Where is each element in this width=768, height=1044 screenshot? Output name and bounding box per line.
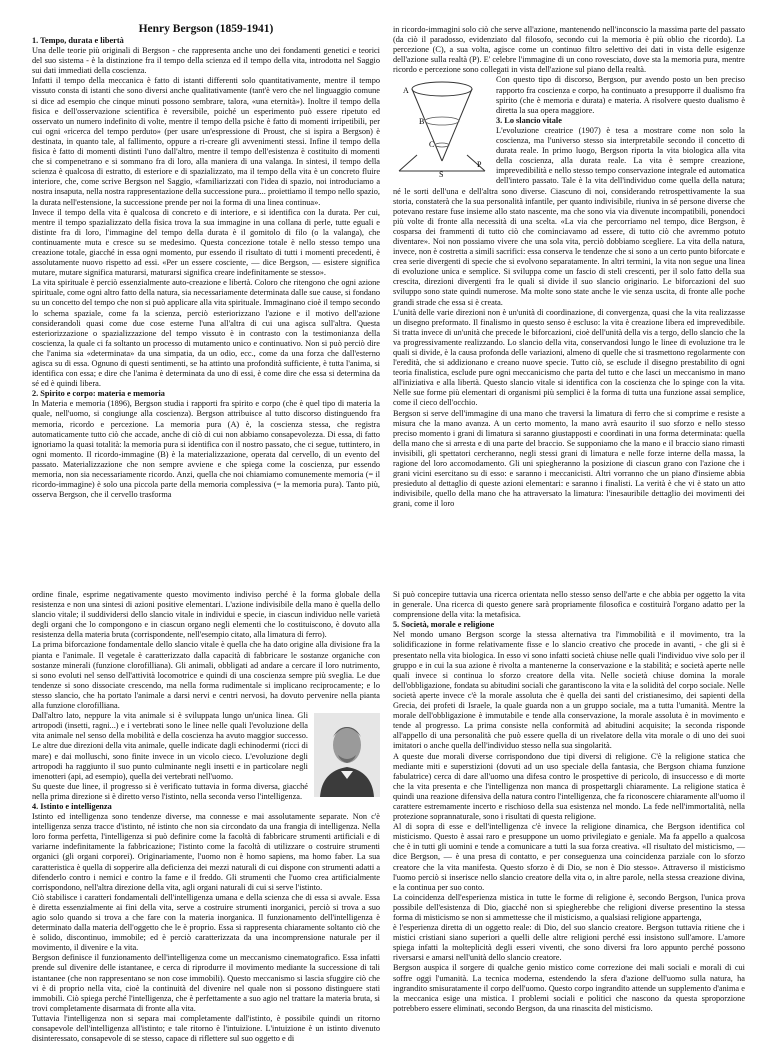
paragraph: Ciò stabilisce i caratteri fondamentali dell'intelligenza umana e della scienza che di essa si avvale. Essa è diretta essenzialmente ai fini della vita, serve a costruire strumenti inorganici, perciò si trova a suo agio solo quando si trova a che fare con la materia inorganica. Il funzionamento dell'intelligenza è determinato dalla materia dell'oggetto che le è proprio. Essa si rappresenta chiaramente soltanto ciò che è solido, discontinuo, immobile; ed è perciò caratterizzata da una incomprensione naturale per il movimento, il divenire e la vita. bbox=[32, 892, 380, 953]
paragraph: La vita spirituale è perciò essenzialmente auto-creazione e libertà. Coloro che ritengono che ogni azione spirituale, come ogni altro fatto della natura, sia necessariamente determinata dalle sue cause, si fondano su un concetto del tempo che non si può applicare alla vita spirituale. Immaginano cioè il tempo secondo lo schema spaziale, come fa la scienza, perciò esteriorizzano l'azione e il motivo dell'azione considerandoli quasi come due cose esterne l'una all'altra di cui una agisca sull'altra. Questa esteriorizzazione o spazializzazione del tempo vissuto è in contrasto con la testimonianza della coscienza, la quale ci fa soltanto un processo di mutamento unico e continuativo. Non si può perciò dire che l'anima sia «determinata» da una simpatia, da un odio, ecc., come da una forza che dall'esterno agisca su di essa. Ognuno di questi sentimenti, se ha attinto una profondità sufficiente, è tutta l'anima, si identifica con essa; e dire che l'anima è determinata da uno di essi, è come dire che essa si determina da sé ed è quindi libera. bbox=[32, 278, 380, 389]
section-heading-4: 4. Istinto e intelligenza bbox=[32, 801, 112, 811]
paragraph: L'unità delle varie direzioni non è un'unità di coordinazione, di convergenza, quasi che la vita realizzasse un disegno preformato. Il finalismo in questo senso è escluso: la vita è creazione libera ed imprevedibile. Si tratta invece di un'unità che precede le biforcazioni, cioè dell'unità della vis a tergo, dello slancio che la va progressivamente realizzando. Lo slancio della vita, conservandosi lungo le linee di evoluzione tra le quali si divide, è la causa profonda delle variazioni, almeno di quelle che si trasmettono regolarmente con l'eredità, che si addizionano e creano nuove specie. Tutto ciò, se esclude il disegno prestabilito di ogni teoria finalistica, esclude pure ogni meccanicismo che parta del tutto e che lasci un meccanismo in mano all'iniziativa e alla libertà. Questo slancio vitale si identifica con la coscienza che lo spinge con la vita. Nelle sue forme più elementari di organismi più semplici è la forma di tutta una funzione assai semplice, come il cieco dell'occhio. bbox=[393, 307, 745, 408]
cone-label-a: A bbox=[403, 86, 409, 96]
paragraph: Con questo tipo di discorso, Bergson, pur avendo posto un ben preciso rapporto fra coscienza e corpo, ha continuato a presupporre il dualismo fra spirito (che è memoria e durata) e materia. A risolvere questo dualismo è diretta la sua opera maggiore. bbox=[496, 75, 745, 115]
paragraph: Una delle teorie più originali di Bergson - che rappresenta anche uno dei fondamenti genetici e teorici del suo sistema - è la distinzione fra il tempo della scienza ed il tempo della vita, introdotta nel Saggio sui dati immediati della coscienza. bbox=[32, 46, 380, 76]
cone-label-c: C bbox=[429, 140, 435, 150]
column-top-right bbox=[393, 25, 745, 573]
paragraph: Bergson auspica il sorgere di qualche genio mistico come correzione dei mali sociali e morali di cui soffre oggi l'umanità. La tecnica moderna, estendendo la sfera d'azione dell'uomo sulla natura, ha ingrandito smisuratamente il corpo dell'uomo. Questo corpo ingrandito attende un supplemento d'anima e la meccanica esige una mistica. I problemi sociali e politici che nascono da questa sproporzione potrebbero essere eliminati, secondo Bergson, da una rinascita del misticismo. bbox=[393, 963, 745, 1013]
paragraph: La prima biforcazione fondamentale dello slancio vitale è quella che ha dato origine alla divisione fra la pianta e l'animale. Il vegetale è caratterizzato dalla capacità di fabbricare le sostanze organiche con sostanze minerali (funzione clorofilliana). Gli animali, obbligati ad andare a cercare il loro nutrimento, si sono evoluti nel senso dell'attività locomotrice e quindi di una coscienza sempre più sveglia. Le due tendenze si sono dissociate crescendo, ma nella forma rudimentale si implicano reciprocamente; e lo stesso slancio, che ha portato l'animale a darsi nervi e centri nervosi, ha dovuto pervenire nella pianta alla funzione clorofilliana. bbox=[32, 640, 380, 711]
section-heading-3: 3. Lo slancio vitale bbox=[496, 115, 562, 125]
paragraph: A queste due morali diverse corrispondono due tipi diversi di religione. C'è la religione statica che mediante miti e superstizioni (dovuti ad un uso speciale della fantasia, che Bergson chiama funzione fabulatrice) cerca di dare all'uomo una difesa contro le prospettive di pericolo, di insuccesso e di morte che la vita presenta e che l'intelligenza non manca di prospettargli chiaramente. La religione statica è quindi una reazione difensiva della natura contro l'intelligenza, che fa riconoscere chiaramente all'uomo il carattere estremamente incerto e rischioso della sua esistenza nel mondo. La fede nell'immortalità, nella protezione soprannaturale, sono i risultati di questa religione. bbox=[393, 751, 745, 822]
paragraph: La coincidenza dell'esperienza mistica in tutte le forme di religione è, secondo Bergson, l'unica prova possibile dell'esistenza di Dio, giacché non si spiegherebbe che religioni diverse presentino la stessa forma di misticismo se non si ammettesse che il misticismo, a qualsiasi religione appartenga, bbox=[393, 892, 745, 922]
memory-cone-diagram bbox=[393, 75, 491, 179]
bergson-portrait bbox=[314, 713, 380, 797]
column-bottom-left bbox=[32, 590, 380, 1044]
paragraph: Invece il tempo della vita è qualcosa di concreto e di interiore, e si identifica con la durata. Per cui, mentre il tempo spazializzato della fisica trova la sua immagine in una collana di perle, tutte eguali e distinte fra di loro, l'immagine del tempo della durata è il gomitolo di filo (o la valanga), che continuamente muta e cresce su se medesimo. Questa concezione totale è nello stesso tempo una creazione totale, giacché in essa ogni momento, pur essendo il risultato di tutti i momenti precedenti, è assolutamente nuovo rispetto ad essi. «Per un essere cosciente, — dice Bergson, — esistere significa mutare, mutare significa maturarsi, maturarsi significa creare indefinitamente se stesso». bbox=[32, 207, 380, 278]
paragraph: Nel mondo umano Bergson scorge la stessa alternativa tra l'immobilità e il movimento, tra la solidificazione in forme relativamente fisse e lo slancio creativo che procede in avanti, - che gli si è presentato nella vita biologica. In esso vi sono infatti società chiuse nelle quali l'individuo vive solo per il gruppo e in cui la sua azione è rivolta a mantenerne la conservazione e la stabilità; e società aperte nelle quali invece si continua lo sforzo creatore della vita. Nelle società chiuse domina la morale dell'obbligazione, fondata su abitudini sociali che garantiscono la vita e la solidità del corpo sociale. Nelle società aperte invece c'è la morale assoluta che è quella dei santi del cristianesimo, dei sapienti della Grecia, dei profeti di Israele, la quale guarda non a un gruppo sociale, ma a tutta l'umanità. Mentre la morale dell'obbligazione è immutabile e tende alla conservazione, la morale assoluta è in movimento e tende al progresso. La prima consiste nella conformità ad abitudini acquisite; la seconda risponde all'appello di una personalità che può essere quella di un rivelatore della vita morale o di uno dei suoi imitatori o anche quella dell'individuo stesso nella sua singolarità. bbox=[393, 630, 745, 751]
paragraph: Bergson definisce il funzionamento dell'intelligenza come un meccanismo cinematografico. Essa infatti prende sul divenire delle istantanee, e cerca di riprodurre il movimento mediante la successione di tali istantanee (che non rappresentano se non cose immobili). Questo meccanismo si lascia sfuggire ciò che vi è di proprio nella vita, cioè la continuità del divenire nel quale non si possono distinguere stati immobili. Ciò spiega perché l'intelligenza, che è perfettamente a suo agio nel trattare la materia bruta, si trovi completamente disarmata di fronte alla vita. bbox=[32, 953, 380, 1013]
section-heading-5: 5. Società, morale e religione bbox=[393, 620, 495, 630]
column-bottom-right bbox=[393, 590, 745, 1020]
cone-label-b: B bbox=[419, 117, 425, 127]
section-heading-1: 1. Tempo, durata e libertà bbox=[32, 36, 124, 45]
paragraph: Dall'altro lato, neppure la vita animale si è sviluppata lungo un'unica linea. Gli artropodi (insetti, ragni...) e i vertebrati sono le linee nelle quali l'evoluzione della vita animale nel senso della mobilità e della coscienza ha avuto maggior successo. Le altre due direzioni della vita animale, quelle indicate dagli echinodermi (ricci di mare) e dai molluschi, sono finite invece in un vicolo cieco. L'evoluzione degli artropodi ha raggiunto il suo punto culminante negli insetti e in particolare negli imenotteri (api, ad esempio), quella dei vertebrati nell'uomo. bbox=[32, 711, 308, 781]
portrait-icon bbox=[314, 713, 380, 797]
paragraph: è l'esperienza diretta di un oggetto reale: di Dio, del suo slancio creatore. Bergson tuttavia ritiene che i mistici cristiani siano superiori a quelli delle altre religioni perché essi insistono sull'amore. L'amore spiega infatti la molteplicità degli esseri viventi, che sono diversi fra loro appunto perché possono riversarsi e amarsi nell'unità dello slancio creatore. bbox=[393, 923, 745, 963]
paragraph: Bergson si serve dell'immagine di una mano che traversi la limatura di ferro che si comprime e resiste a misura che la mano avanza. A un certo momento, la mano avrà esaurito il suo sforzo e nello stesso preciso momento i grani di limatura si saranno giustapposti e coordinati in una forma determinata: quella della mano che si arresta e di una parte del braccio. Se supponiamo che la mano e il braccio siano rimasti invisibili, gli spettatori cercheranno, negli stessi grani di limatura e nelle forze interne della massa, la ragione del loro accomodamento. Gli uni spiegheranno la posizione di ciascun grano con l'azione che i grani vicini esercitano su di esso: e saranno i meccanicisti. Altri vorranno che un piano d'insieme abbia presieduto al dettaglio di queste azioni elementari: e saranno i finalisti. La verità è che vi è stato un atto indivisibile, quello della mano che ha attraversato la limatura: l'inesauribile dettaglio dei movimenti dei grani, come il loro bbox=[393, 408, 745, 509]
paragraph: Su queste due linee, il progresso si è verificato tuttavia in forma diversa, giacché nella prima direzione si è diretto verso l'istinto, nella seconda verso l'intelligenza. bbox=[32, 781, 308, 801]
cone-label-s: S bbox=[439, 170, 444, 180]
paragraph: ordine finale, esprime negativamente questo movimento indiviso perché è la forma globale della resistenza e non una sintesi di azioni positive elementari. L'azione indivisibile della mano è quella dello slancio vitale; il suddividersi dello slancio vitale in individui e specie, in ciascun individuo nelle varietà degli organi che lo compongono e in ciascun organo negli elementi che lo costituiscono, è dovuto alla resistenza della materia bruta (corrispondente, nell'esempio citato, alla limatura di ferro). bbox=[32, 590, 380, 640]
cone-label-p: P bbox=[477, 160, 482, 170]
paragraph: Si può concepire tuttavia una ricerca orientata nello stesso senso dell'arte e che abbia per oggetto la vita in generale. Una ricerca di questo genere sarà propriamente filosofica e costituirà l'organo adatto per la comprensione della vita: la metafisica. bbox=[393, 590, 745, 620]
paragraph: L'evoluzione creatrice (1907) è tesa a mostrare come non solo la coscienza, ma l'universo stesso sia interpretabile secondo il concetto di durata reale. In primo luogo, Bergson riporta la vita biologica alla vita della coscienza, alla durata reale. La vita è sempre creazione, imprevedibilità e nello stesso tempo conservazione integrale ed automatica dell'intero passato. Tale è la vita dell'individuo come quella della natura; né le sorti dell'una e dell'altra sono diverse. Ciascuno di noi, considerando retrospettivamente la sua storia, constaterà che la sua personalità infantile, per quanto indivisibile, riuniva in sé persone diverse che potevano restare fuse insieme allo stato nascente, ma che sono via via divenute incompatibili, ponendoci più volte di fronte alla necessità di una scelta. «La via che percorriamo nel tempo, dice Bergson, è cosparsa dei frammenti di tutto ciò che cominciavamo ad essere, di tutto ciò che avremmo potuto diventare». Noi non possiamo vivere che una sola vita, perciò dobbiamo scegliere. La vita della natura, invece, non è costretta a simili sacrifici: essa conserva le tendenze che si sono a un certo punto biforcate e crea serie divergenti di specie che si evolvono separatamente. In altri termini, la vita non segue una linea di evoluzione unica e semplice. Si sviluppa come un fascio di steli crescenti, per il solo fatto della sua crescita, direzioni divergenti fra le quali si divide il suo slancio originario. Le biforcazioni del suo sviluppo sono state quindi numerose. Ma molte sono state anche le vie senza uscita, di fronte alle poche grandi strade che essa si è creata. bbox=[393, 125, 745, 307]
paragraph: in ricordo-immagini solo ciò che serve all'azione, mantenendo nell'inconscio la massima parte del passato (da ciò il paradosso, evidenziato dal filosofo, secondo cui la memoria è più oblio che ricordo). La percezione (C), a sua volta, agisce come un continuo filtro selettivo dei dati in vista delle esigenze dell'azione sulla realtà (P). E' celebre l'immagine di un cono rovesciato, dove sta la memoria pura, mentre ricordo e percezione sono collegati in vista dell'azione sul piano della realtà. bbox=[393, 25, 745, 75]
paragraph: Infatti il tempo della meccanica è fatto di istanti differenti solo quantitativamente, mentre il tempo vissuto consta di istanti che sono diversi anche qualitativamente (tant'è vero che nel linguaggio comune si dice ad esempio che cinque minuti possono sembrare, talora, «una eternità»). Inoltre il tempo della fisica e dell'osservazione scientifica è reversibile, poiché un esperimento può essere ripetuto ed osservato un numero indefinito di volte, mentre il tempo della psiche è fatto di momenti irripetibili, per cui ogni «ricerca del tempo perduto» (per usare un'espressione di Proust, che si ispira a Bergson) è destinata, in quanto tale, al fallimento, oppure a ri-creare gli avvenimenti stessi. Infine il tempo della fisica è fatto di momenti distinti l'uno dall'altro, mentre il tempo dell'esistenza è costituito di momenti che si compenetrano e si sommano fra di loro, alla maniera di una valanga. In sintesi, il tempo della scienza è qualcosa di estratto, di esteriore e di spazializzato, ma il tempo della vita è un concreto fluire interiore, che, come scrive Bergson nel Saggio, «familiarizzati con l'idea di spazio, noi introduciamo a nostra insaputa, nella nostra rappresentazione della successione pura... proiettiamo il tempo nello spazio, la durata nell'estensione, la successione prende per noi la forma di una linea continua». bbox=[32, 76, 380, 207]
page-title: Henry Bergson (1859-1941) bbox=[138, 23, 274, 35]
cone-icon bbox=[393, 75, 491, 179]
paragraph: Istinto ed intelligenza sono tendenze diverse, ma connesse e mai assolutamente separate. Non c'è intelligenza senza tracce d'istinto, né istinto che non sia circondato da una frangia di intelligenza. Nella loro forma perfetta, l'intelligenza si può definire come la facoltà di fabbricare strumenti artificiali e di variarne indefinitamente la fabbricazione; l'istinto come la facoltà di utilizzare o costruire strumenti organici (gli organi corporei). Originariamente, l'uomo non è homo sapiens, ma homo faber. La sua caratteristica è quella di sopperire alla deficienza dei mezzi naturali di cui dispone con strumenti adatti a difenderlo contro i nemici e contro la fame e il freddo. Gli strumenti che l'uomo crea artificialmente corrispondono, nell'altra direzione della vita, agli organi naturali di cui si serve l'istinto. bbox=[32, 812, 380, 892]
paragraph: Tuttavia l'intelligenza non si separa mai completamente dall'istinto, è possibile quindi un ritorno consapevole dell'intelligenza all'istinto; e tale ritorno è l'intuizione. L'intuizione è un istinto divenuto disinteressato, consapevole di se stesso, capace di riflettere sul suo oggetto e di bbox=[32, 1013, 380, 1044]
paragraph: Al di sopra di esse e dell'intelligenza c'è invece la religione dinamica, che Bergson identifica col misticismo. Questo è assai raro e presuppone un uomo privilegiato e geniale. Ma fa appello a qualcosa che è in tutti gli uomini e tende a comunicare a tutti la sua forza creativa. «Il risultato del misticismo, — dice Bergson, — è una presa di contatto, e per conseguenza una coincidenza parziale con lo sforzo creatore che la vita manifesta. Questo sforzo è di Dio, se non è Dio stesso». Attraverso il misticismo l'uomo perciò si inserisce nello slancio creatore della vita o, in altre parole, nella stessa creazione divina, e la continua per suo conto. bbox=[393, 822, 745, 892]
paragraph: In Materia e memoria (1896), Bergson studia i rapporti fra spirito e corpo (che è quel tipo di materia la quale, nell'uomo, si congiunge alla coscienza). Bergson attribuisce al tutto discorso distinguendo fra memoria, ricordo e percezione. La memoria pura (A) è, la coscienza stessa, che registra automaticamente tutto ciò che accade, anche di ciò di cui non abbiamo consapevolezza. Di essa, di fatto ignoriamo la quasi totalità: la memoria pura si identifica con il nostro passato, che ci segue, tuttintero, in ogni momento. Il ricordo-immagine (B) è la materializzazione, operata dal cervello, di un evento del passato. Materializzazione che non sempre avviene e che spiega come la coscienza, pur essendo memoria, non sia necessariamente ricordo. Anzi, quella che noi chiamiamo comunemente memoria (= il ricordo-immagine) è solo una piccola parte della memoria complessiva (= la memoria pura). Tanto più, osserva Bergson, che il cervello trasforma bbox=[32, 399, 380, 500]
section-heading-2: 2. Spirito e corpo: materia e memoria bbox=[32, 389, 165, 399]
column-top-left bbox=[32, 23, 380, 571]
